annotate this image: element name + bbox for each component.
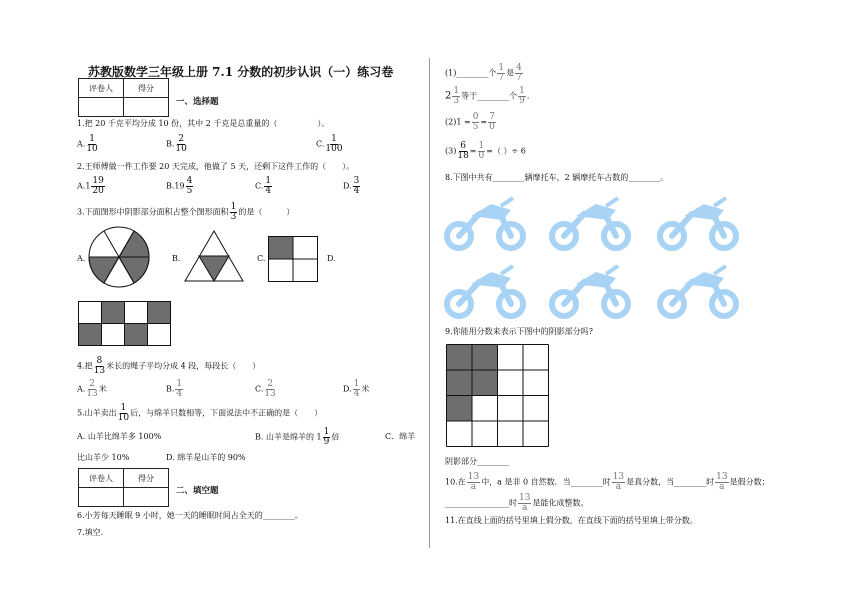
- q1-option-b[interactable]: B. $\frac{2}{10}$: [166, 134, 187, 154]
- q5-option-a[interactable]: A. 山羊比绵羊多 100%: [77, 432, 162, 441]
- motorcycle-icon: [447, 266, 523, 316]
- q7-item-2: 2 $\frac{1}{3}$ 等于________个 $\frac{1}{9}$ .: [445, 86, 530, 106]
- page-title: 苏教版数学三年级上册 7.1 分数的初步认识（一）练习卷: [88, 65, 394, 79]
- score-label: 得分: [124, 79, 169, 98]
- section-title-choice: 一、选择题: [176, 97, 219, 107]
- q3-option-b[interactable]: B.: [172, 254, 181, 263]
- q4-option-d[interactable]: D. $\frac{1}{4}$ 米: [343, 379, 370, 399]
- q3-option-c[interactable]: C.: [257, 254, 266, 263]
- question-4-text: 4.把 $\frac{8}{13}$ 米长的绳子平均分成 4 段，每段长（ ）: [77, 356, 261, 376]
- motorcycle-icon: [552, 198, 628, 248]
- motorcycle-figure: [440, 188, 740, 328]
- score-label: 得分: [124, 469, 169, 488]
- reviewer-label: 评卷人: [79, 469, 124, 488]
- q5-option-b[interactable]: B. 山羊是绵羊的 1 $\frac{1}{9}$ 倍: [255, 427, 340, 447]
- question-9-text: 9.你能用分数来表示下图中的阴影部分吗?: [445, 327, 593, 336]
- q9-answer[interactable]: 阴影部分________: [445, 457, 509, 466]
- question-10-line-2: ________________时 $\frac{13}{a}$ 是能化成整数。: [445, 493, 589, 513]
- question-5-text: 5.山羊卖出 $\frac{1}{10}$ 后，与绵羊只数相等，下面说法中不正确的是（ ）: [77, 403, 323, 423]
- q2-option-a[interactable]: A.1 $\frac{19}{20}$: [77, 176, 104, 196]
- square-figure-c: [268, 236, 318, 282]
- section-title-fill: 二、填空题: [176, 486, 219, 496]
- q2-option-d[interactable]: D. $\frac{3}{4}$: [343, 176, 360, 196]
- q3-option-d[interactable]: D.: [327, 254, 336, 263]
- motorcycle-icon: [552, 266, 628, 316]
- question-3-text: 3.下面图形中阴影部分面积占整个图形面积 $\frac{1}{3}$ 的是（ ）: [77, 202, 295, 222]
- motorcycle-icon: [660, 198, 736, 248]
- motorcycle-icon: [660, 266, 736, 316]
- motorcycle-icon: [447, 198, 523, 248]
- score-box-2: [78, 468, 169, 507]
- q4-option-b[interactable]: B. $\frac{1}{4}$: [166, 379, 183, 399]
- question-7-text: 7.填空.: [77, 528, 104, 537]
- q5-option-c[interactable]: C．绵羊: [385, 432, 416, 441]
- column-divider: [429, 58, 430, 548]
- q1-option-a[interactable]: A. $\frac{1}{10}$: [77, 134, 98, 154]
- q7-item-4: (3) $\frac{6}{18}$ = $\frac{1}{0}$ =（ ）÷ 6: [445, 141, 526, 161]
- score-box: [78, 78, 169, 117]
- q2-option-c[interactable]: C. $\frac{1}{4}$: [255, 176, 272, 196]
- question-8-text: 8.下图中共有________辆摩托车，2 辆摩托车占数的________。: [445, 173, 669, 182]
- q4-option-c[interactable]: C. $\frac{2}{13}$: [255, 379, 276, 399]
- score-input[interactable]: [124, 98, 169, 117]
- q5-option-d[interactable]: D. 绵羊是山羊的 90%: [166, 453, 246, 462]
- question-6-text: 6.小芳每天睡眠 9 小时，她一天的睡眠时间占全天的________。: [77, 511, 303, 520]
- question-1-text: 1.把 20 千克平均分成 10 份，其中 2 千克是总重量的（ ）。: [77, 119, 330, 128]
- q4-option-a[interactable]: A. $\frac{2}{13}$ 米: [77, 379, 107, 399]
- q3-option-a[interactable]: A.: [77, 254, 86, 263]
- triangle-figure-b: [184, 230, 244, 282]
- question-2-text: 2.王师傅做一件工作要 20 天完成，他做了 5 天，还剩下这件工作的（ ）。: [77, 162, 355, 171]
- shaded-grid-figure: [446, 344, 550, 448]
- q2-option-b[interactable]: B.19 $\frac{4}{5}$: [166, 176, 193, 196]
- question-10-line-1: 10.在 $\frac{13}{a}$ 中，a 是非 0 自然数．当________时 $\frac{13}{a}$ 是真分数，当________时 $\frac{13}{a}$ 是假分数；: [445, 472, 770, 492]
- grid-figure-d: [78, 301, 174, 347]
- q7-item-3: (2)1 = $\frac{0}{5}$ = $\frac{7}{0}$: [445, 112, 495, 132]
- reviewer-label: 评卷人: [79, 79, 124, 98]
- q5-option-c-continued: 比山羊少 10%: [77, 453, 130, 462]
- pie-figure-a: [87, 225, 151, 289]
- q7-item-1: (1)________个 $\frac{1}{7}$ 是 $\frac{4}{7}$: [445, 63, 522, 83]
- score-input[interactable]: [124, 488, 169, 507]
- question-11-text: 11.在直线上面的括号里填上假分数，在直线下面的括号里填上带分数。: [445, 516, 698, 525]
- q1-option-c[interactable]: C. $\frac{1}{100}$: [316, 134, 343, 154]
